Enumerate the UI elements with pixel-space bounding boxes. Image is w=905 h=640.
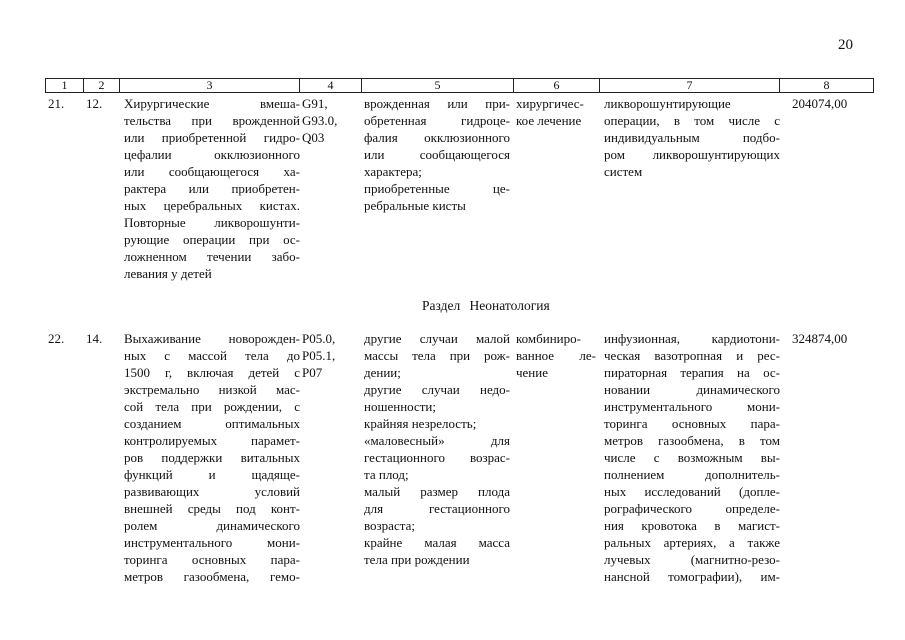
header-cell: 7 [600,79,780,92]
description-cell [124,330,300,585]
text-line: операции, в том числе с [604,113,780,128]
text-line: рующие операции при ос- [124,232,300,247]
text-line: инструментального мони- [124,535,300,550]
text-line: 1500 г, включая детей с [124,365,300,380]
text-line: ложненном течении забо- [124,249,300,264]
text-line: ликворошунтирующие [604,96,731,111]
row-number: 22. [48,331,65,346]
text-line: ных с массой тела до [124,348,300,363]
text-line: новании динамического [604,382,780,397]
code-line: P05.0, [302,331,336,346]
text-line: дении; [364,365,401,380]
cost-value: 324874,00 [792,331,848,346]
page-number: 20 [838,37,853,53]
text-line: другие случаи недо- [364,382,510,397]
text-line: метров газообмена, в том [604,433,780,448]
text-line: полнением дополнитель- [604,467,780,482]
text-line: созданием оптимальных [124,416,300,431]
text-line: или сообщающегося ха- [124,164,300,179]
text-line: ребральные кисты [364,198,466,213]
codes-cell [302,330,335,381]
header-cell: 4 [300,79,362,92]
model-cell [364,330,510,568]
text-line: пираторная терапия на ос- [604,365,780,380]
text-line: рографического определе- [604,501,780,516]
text-line: ролем динамического [124,518,300,533]
text-line: тела при рождении [364,552,470,567]
text-line: ных церебральных кистах. [124,198,300,213]
codes-cell [302,95,337,146]
text-line: развивающих условий [124,484,300,499]
text-line: цефалии окклюзионного [124,147,300,162]
text-line: массы тела при рож- [364,348,510,363]
text-line: левания у детей [124,266,212,281]
text-line: ния кровотока в магист- [604,518,780,533]
text-line: метров газообмена, гемо- [124,569,300,584]
text-line: индивидуальным подбо- [604,130,780,145]
treatment-cell [516,95,584,129]
row-number: 21. [48,96,65,111]
text-line: Хирургические вмеша- [124,96,300,111]
text-line: та плод; [364,467,409,482]
treatment-cell [516,330,596,381]
group-number: 12. [86,96,103,111]
method-cell [604,330,780,585]
text-line: инструментального мони- [604,399,780,414]
header-cell: 5 [362,79,514,92]
section-title: Раздел Неонатология [422,298,550,313]
text-line: сой тела при рождении, с [124,399,300,414]
text-line: ношенности; [364,399,436,414]
text-line: ных исследований (допле- [604,484,780,499]
text-line: экстремально низкой мас- [124,382,300,397]
text-line: крайняя незрелость; [364,416,477,431]
code-line: G93.0, [302,113,338,128]
text-line: Повторные ликворошунти- [124,215,300,230]
text-line: обретенная гидроце- [364,113,510,128]
text-line: числе с возможным вы- [604,450,780,465]
text-line: контролируемых парамет- [124,433,300,448]
text-line: фалия окклюзионного [364,130,510,145]
header-cell: 8 [823,78,830,92]
text-line: нансной томографии), им- [604,569,780,584]
code-line: Q03 [302,130,325,145]
text-line: другие случаи малой [364,331,510,346]
text-line: хирургичес- [516,96,584,111]
text-line: чение [516,365,548,380]
text-line: приобретенные це- [364,181,510,196]
text-line: ральных артериях, а также [604,535,780,550]
model-cell [364,95,510,214]
text-line: кое лечение [516,113,582,128]
group-number: 14. [86,331,103,346]
header-cell: 3 [120,79,300,92]
text-line: торинга основных пара- [604,416,780,431]
header-cell: 6 [514,79,600,92]
text-line: возраста; [364,518,415,533]
text-line: малый размер плода [364,484,510,499]
text-line: для гестационного [364,501,510,516]
text-line: или приобретенной гидро- [124,130,300,145]
method-cell [604,95,780,180]
text-line: или сообщающегося [364,147,510,162]
text-line: лучевых (магнитно-резо- [604,552,780,567]
text-line: торинга основных пара- [124,552,300,567]
code-line: P07 [302,365,323,380]
text-line: тельства при врожденной [124,113,300,128]
text-line: ванное ле- [516,348,596,363]
text-line: комбиниро- [516,331,581,346]
code-line: P05.1, [302,348,336,363]
text-line: «маловесный» для [364,433,510,448]
text-line: рактера или приобретен- [124,181,300,196]
text-line: характера; [364,164,422,179]
text-line: инфузионная, кардиотони- [604,331,780,346]
header-cell: 2 [84,79,120,92]
description-cell [124,95,300,282]
text-line: ром ликворошунтирующих [604,147,780,162]
cost-value: 204074,00 [792,96,848,111]
text-line: ров поддержки витальных [124,450,300,465]
table-header-row [45,78,874,93]
text-line: ческая вазотропная и рес- [604,348,780,363]
text-line: внешней среды под конт- [124,501,300,516]
text-line: функций и щадяще- [124,467,300,482]
code-line: G91, [302,96,328,111]
text-line: систем [604,164,643,179]
header-cell: 1 [46,79,84,92]
text-line: врожденная или при- [364,96,510,111]
text-line: Выхаживание новорожден- [124,331,300,346]
text-line: крайне малая масса [364,535,510,550]
text-line: гестационного возрас- [364,450,510,465]
